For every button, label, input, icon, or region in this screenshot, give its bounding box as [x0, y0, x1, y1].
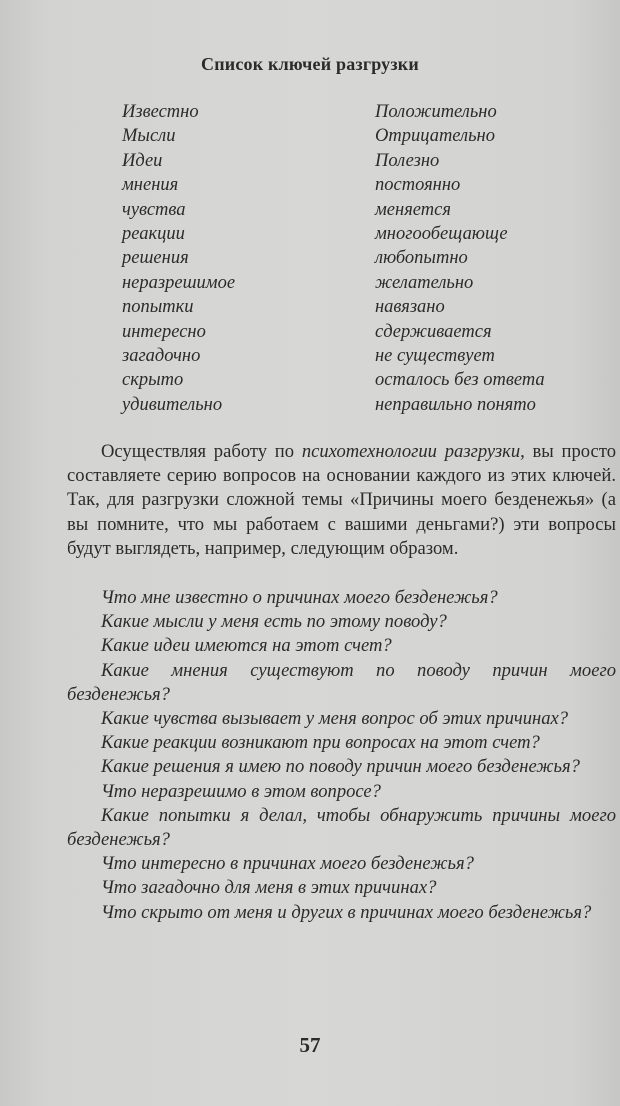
key-item: не существует	[375, 346, 495, 367]
key-item: Положительно	[375, 102, 497, 122]
key-item: мнения	[122, 175, 179, 196]
question-list	[67, 586, 616, 925]
key-item: Полезно	[375, 150, 440, 171]
question-item: Что скрыто от меня и других в причинах моего безденежья?	[101, 901, 592, 923]
key-item: интересно	[122, 321, 206, 342]
question-item: Какие идеи имеются на этот счет?	[101, 635, 392, 657]
key-item: решения	[122, 248, 189, 269]
key-item: неразрешимое	[122, 272, 236, 293]
key-item: Мысли	[122, 126, 176, 147]
paragraph-text-end: вы просто составляете серию вопросов на основании каждого из этих ключей. Так, для разгрузки сложной темы «Причины моего безденежья» (а вы помните, что мы работаем с вашими деньгами?) эти вопросы будут выглядеть, например, следующим образом.	[67, 441, 616, 559]
key-item: любопытно	[375, 248, 468, 269]
key-item: чувства	[122, 199, 186, 220]
key-item: загадочно	[122, 346, 201, 367]
question-item: Какие решения я имею по поводу причин моего безденежья?	[101, 756, 580, 778]
key-item: удивительно	[122, 394, 223, 415]
key-item: осталось без ответа	[375, 370, 545, 391]
paragraph-text-start: Осуществляя работу по	[101, 441, 302, 462]
body-paragraph	[67, 440, 616, 561]
key-item: скрыто	[122, 370, 184, 391]
key-item: реакции	[122, 224, 185, 245]
page-title: Список ключей разгрузки	[201, 54, 419, 74]
key-item: меняется	[375, 199, 451, 220]
page-number: 57	[299, 1033, 321, 1057]
keys-left-column	[122, 100, 235, 417]
key-item: неправильно понято	[375, 394, 536, 415]
key-item: постоянно	[375, 175, 461, 196]
question-item: Какие попытки я делал, чтобы обнаружить причины моего безденежья?	[67, 804, 616, 851]
key-item: попытки	[122, 297, 194, 318]
question-item: Какие реакции возникают при вопросах на этот счет?	[101, 732, 540, 754]
paragraph-italic-term: психотехнологии разгрузки,	[301, 441, 525, 462]
question-item: Какие чувства вызывает у меня вопрос об этих причинах?	[101, 708, 569, 730]
key-item: Отрицательно	[375, 126, 495, 147]
question-item: Что загадочно для меня в этих причинах?	[101, 877, 437, 899]
keys-right-column	[375, 100, 545, 417]
question-item: Что неразрешимо в этом вопросе?	[101, 780, 381, 802]
question-item: Что интересно в причинах моего безденежья?	[101, 853, 474, 875]
key-item: желательно	[375, 272, 474, 293]
key-item: Идеи	[122, 150, 163, 171]
question-item: Какие мысли у меня есть по этому поводу?	[101, 611, 447, 633]
key-item: Известно	[122, 102, 199, 122]
key-item: сдерживается	[375, 321, 492, 342]
key-item: многообещающе	[375, 224, 508, 245]
key-item: навязано	[375, 297, 445, 318]
question-item: Какие мнения существуют по поводу причин моего безденежья?	[67, 659, 616, 705]
question-item: Что мне известно о причинах моего безденежья?	[101, 587, 498, 608]
